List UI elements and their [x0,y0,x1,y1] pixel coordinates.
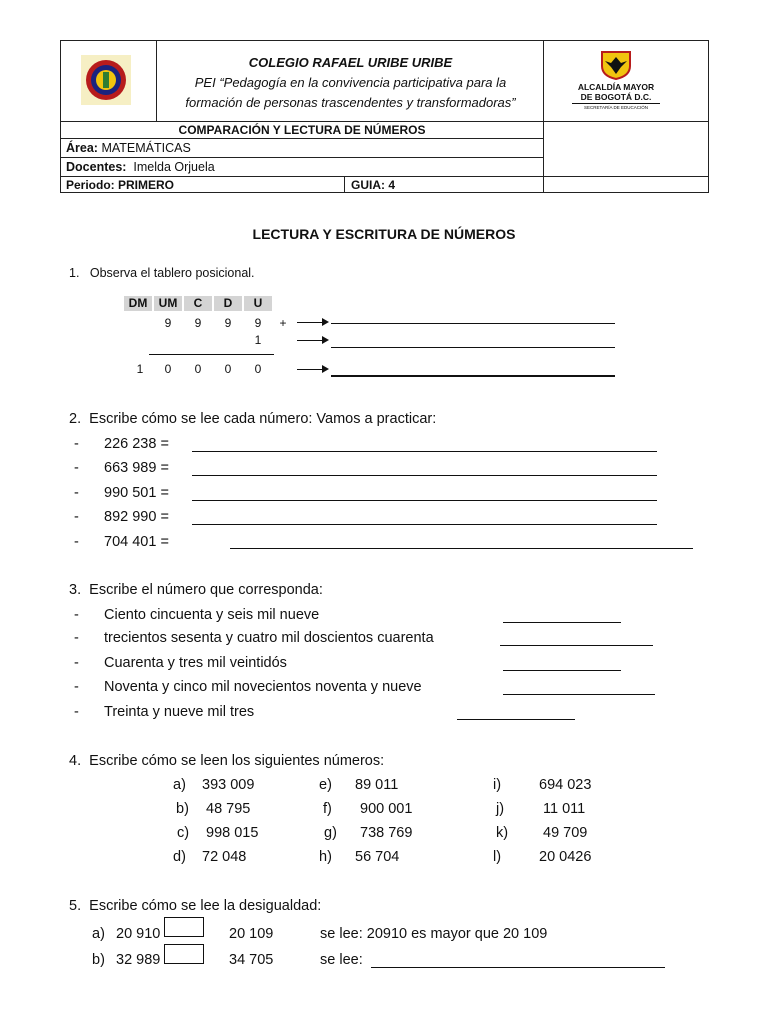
pv-header-um: UM [154,296,182,311]
dash: - [74,655,79,671]
dash: - [74,704,79,720]
item-label: d) [173,849,186,865]
bogota-logo [566,50,666,112]
sum-line [149,354,274,355]
row-label: b) [92,952,105,968]
item-label: b) [176,801,189,817]
left-number: 32 989 [116,952,161,968]
right-number: 34 705 [229,952,274,968]
phrase-item: Cuarenta y tres mil veintidós [104,655,287,671]
number-item: 892 990 = [104,509,169,525]
question-text: Escribe cómo se lee cada número: Vamos a practicar: [89,411,437,427]
dash: - [74,534,79,550]
item-label: a) [173,777,186,793]
pv-header-d: D [214,296,242,311]
bogota-line-2: DE BOGOTÁ D.C. [580,92,652,102]
item-label: i) [493,777,502,793]
dash: - [74,485,79,501]
teachers-row [66,158,215,176]
item-value: 49 709 [543,825,588,841]
pv-digit: 0 [164,362,172,376]
pv-header-dm: DM [124,296,152,311]
answer-line[interactable] [192,524,657,525]
comparison-box[interactable] [164,917,204,937]
school-heading [157,53,544,113]
period: Periodo: PRIMERO [66,178,175,192]
answer-line[interactable] [230,548,693,549]
phrase-item: Ciento cincuenta y seis mil nueve [104,607,320,623]
teachers-label: Docentes: [66,160,127,174]
question-text: Escribe cómo se leen los siguientes números: [89,753,385,769]
answer-line[interactable] [192,451,657,452]
question-text: Observa el tablero posicional. [89,266,255,280]
row-label: a) [92,926,105,942]
item-label: h) [319,849,332,865]
dash: - [74,607,79,623]
right-number: 20 109 [229,926,274,942]
dash: - [74,679,79,695]
item-label: j) [496,801,505,817]
item-value: 20 0426 [539,849,592,865]
question-5 [69,898,321,914]
school-logo [81,55,131,105]
item-label: e) [319,777,332,793]
header-table [60,40,709,193]
answer-line[interactable] [503,670,621,671]
answer-line[interactable] [331,375,615,377]
item-label: g) [324,825,337,841]
pv-header-c: C [184,296,212,311]
item-label: f) [323,801,332,817]
school-name: COLEGIO RAFAEL URIBE URIBE [248,55,453,70]
item-value: 998 015 [206,825,259,841]
guide-title: COMPARACIÓN Y LECTURA DE NÚMEROS [178,123,426,137]
answer-line[interactable] [371,967,665,968]
item-value: 900 001 [360,801,413,817]
phrase-item: Treinta y nueve mil tres [104,704,255,720]
number-item: 663 989 = [104,460,169,476]
question-number: 4. [69,753,82,769]
comparison-box[interactable] [164,944,204,964]
answer-line[interactable] [503,622,621,623]
question-text: Escribe el número que corresponda: [89,582,323,598]
item-value: 393 009 [202,777,255,793]
answer-line[interactable] [500,645,653,646]
bogota-line-1: ALCALDÍA MAYOR [577,82,655,92]
dash: - [74,509,79,525]
number-item: 990 501 = [104,485,169,501]
pv-header-u: U [244,296,272,311]
pv-digit: 0 [254,362,262,376]
item-label: l) [493,849,502,865]
teachers-value: Imelda Orjuela [133,160,215,174]
item-value: 694 023 [539,777,592,793]
plus-sign: + [279,316,287,330]
answer-line[interactable] [503,694,655,695]
dash: - [74,460,79,476]
item-value: 56 704 [355,849,400,865]
area-row [66,139,191,157]
pv-digit: 0 [194,362,202,376]
answer-line[interactable] [192,475,657,476]
arrow-icon [297,340,327,341]
bogota-line-3: SECRETARÍA DE EDUCACIÓN [572,103,660,111]
question-text: Escribe cómo se lee la desigualdad: [89,898,322,914]
answer-line[interactable] [331,323,615,324]
arrow-icon [297,322,327,323]
item-label: k) [496,825,509,841]
dash: - [74,436,79,452]
pv-digit: 1 [136,362,144,376]
answer-line[interactable] [457,719,575,720]
pei-line-1: PEI “Pedagogía en la convivencia participativa para la [194,75,507,90]
pv-digit: 9 [224,316,232,330]
guide-number: GUIA: 4 [351,178,396,192]
arrow-icon [297,369,327,370]
phrase-item: trecientos sesenta y cuatro mil doscientos cuarenta [104,630,434,646]
pv-digit: 0 [224,362,232,376]
answer-line[interactable] [192,500,657,501]
answer-line[interactable] [331,347,615,348]
area-value: MATEMÁTICAS [101,141,191,155]
divider [344,176,345,193]
question-4 [69,753,384,769]
item-value: 738 769 [360,825,413,841]
item-value: 48 795 [206,801,251,817]
phrase-item: Noventa y cinco mil novecientos noventa y nueve [104,679,422,695]
reading-text: se lee: [320,952,363,968]
question-3 [69,582,323,598]
dash: - [74,630,79,646]
pei-line-2: formación de personas trascendentes y transformadoras” [185,95,516,110]
number-item: 226 238 = [104,436,169,452]
item-value: 72 048 [202,849,247,865]
number-item: 704 401 = [104,534,169,550]
main-title: LECTURA Y ESCRITURA DE NÚMEROS [252,226,516,242]
question-number: 3. [69,582,82,598]
area-label: Área: [66,141,98,155]
question-number: 5. [69,898,82,914]
question-number: 1. [69,266,80,280]
question-2 [69,411,436,427]
pv-digit: 1 [254,333,262,347]
reading-text: se lee: 20910 es mayor que 20 109 [320,926,548,942]
question-1 [69,266,255,280]
pv-digit: 9 [164,316,172,330]
question-number: 2. [69,411,82,427]
item-value: 11 011 [543,801,586,817]
item-label: c) [177,825,190,841]
item-value: 89 011 [355,777,399,793]
pv-digit: 9 [254,316,262,330]
pv-digit: 9 [194,316,202,330]
left-number: 20 910 [116,926,161,942]
